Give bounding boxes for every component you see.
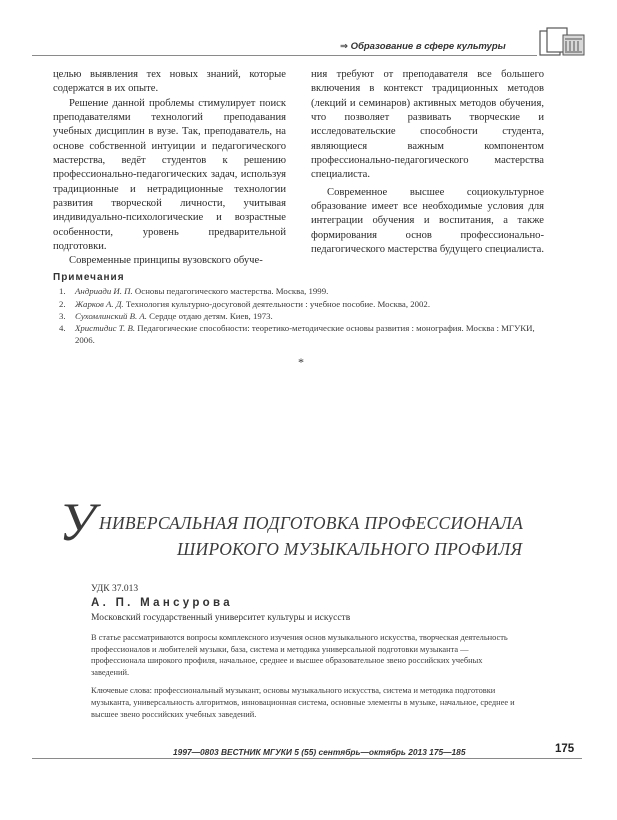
note-text: Педагогические способности: теоретико-методические основы развития : монография. Москва : МГУКИ, 2006. (75, 323, 535, 346)
section-separator: * (298, 355, 304, 369)
note-author: Сухомлинский В. А. (75, 310, 147, 321)
note-item (53, 285, 545, 297)
footer-rule (32, 758, 582, 759)
title-line-2: ШИРОКОГО МУЗЫКАЛЬНОГО ПРОФИЛЯ (177, 539, 523, 559)
paragraph: Решение данной проблемы стимулирует поиск преподавателями технологий преподавания учебных дисциплин в вузе. Так, преподаватель, на основе собственной интуиции и педагогического мастерства, ведёт студентов к решению профессионально-педагогических задач, используя традиционные и нетрадиционные технологии развития творческой личности, учитывая индивидуально-психологические и возрастные особенности, уровень предварительной подготовки. (53, 97, 286, 253)
page-number: 175 (555, 743, 575, 755)
note-author: Христидис Т. В. (75, 323, 136, 334)
note-author: Жарков А. Д. (75, 298, 124, 309)
note-author: Андриади И. П. (75, 286, 133, 297)
note-number: 4. (59, 323, 66, 334)
notes-title: Примечания (53, 272, 125, 283)
paragraph: Современные принципы вузовского обуче- (69, 255, 263, 267)
note-item (53, 322, 545, 347)
author-name: А. П. Мансурова (91, 597, 233, 609)
note-text: Сердце отдаю детям. Киев, 1973. (146, 310, 273, 321)
note-number: 3. (59, 310, 66, 321)
section-title: Образование в сфере культуры (350, 41, 506, 52)
right-text-column (311, 68, 544, 257)
paragraph: ния требуют от преподавателя все большего включения в контекст традиционных методов (лекций и семинаров) активных методов обучения, что позволяет развивать творческие и исследовательские способности студента, являющиеся важным компонентом профессионально-педагогического мастерства специалиста. (311, 69, 544, 181)
arrow-icon: ⇒ (340, 41, 348, 52)
abstract-block (91, 632, 515, 720)
abstract-text: В статье рассматриваются вопросы комплексного изучения основ музыкального искусства, творческая деятельность профессионалов и любителей музыки, база, система и методика универсальной подготовки музыканта — профессионала широкого профиля, начальное, среднее и высшее образовательное звено российских учебных заведений. (91, 633, 508, 677)
note-text: Основы педагогического мастерства. Москва, 1999. (132, 286, 329, 297)
footer-citation: 1997—0803 ВЕСТНИК МГУКИ 5 (55) сентябрь—октябрь 2013 175—185 (173, 747, 466, 757)
keywords-text: Ключевые слова: профессиональный музыкант, основы музыкального искусства, система и методика подготовки музыканта, универсальность алгоритмов, инновационная система, основные элементы в музыке, начальное, среднее и высшее звено российских учебных заведений. (91, 686, 515, 719)
udk-code: УДК 37.013 (91, 584, 139, 594)
note-number: 1. (59, 286, 66, 297)
note-item (53, 310, 545, 322)
note-number: 2. (59, 298, 66, 309)
author-affiliation: Московский государственный университет культуры и искусств (91, 613, 351, 623)
journal-logo-icon (539, 27, 585, 57)
header-rule (32, 55, 537, 56)
note-item (53, 298, 545, 310)
article-title (55, 492, 585, 575)
title-line-1: НИВЕРСАЛЬНАЯ ПОДГОТОВКА ПРОФЕССИОНАЛА (99, 513, 524, 533)
note-text: Технология культурно-досуговой деятельности : учебное пособие. Москва, 2002. (123, 298, 431, 309)
running-header (340, 41, 515, 52)
title-initial: У (59, 492, 96, 552)
left-text-column (53, 68, 286, 269)
notes-section (53, 272, 545, 347)
paragraph: Современное высшее социокультурное образование имеет все необходимые условия для интеграции обучения и воспитания, а также формирования основ профессионально-педагогического мастерства будущего специалиста. (311, 186, 545, 256)
paragraph: целью выявления тех новых знаний, которые содержатся в их опыте. (53, 69, 286, 95)
